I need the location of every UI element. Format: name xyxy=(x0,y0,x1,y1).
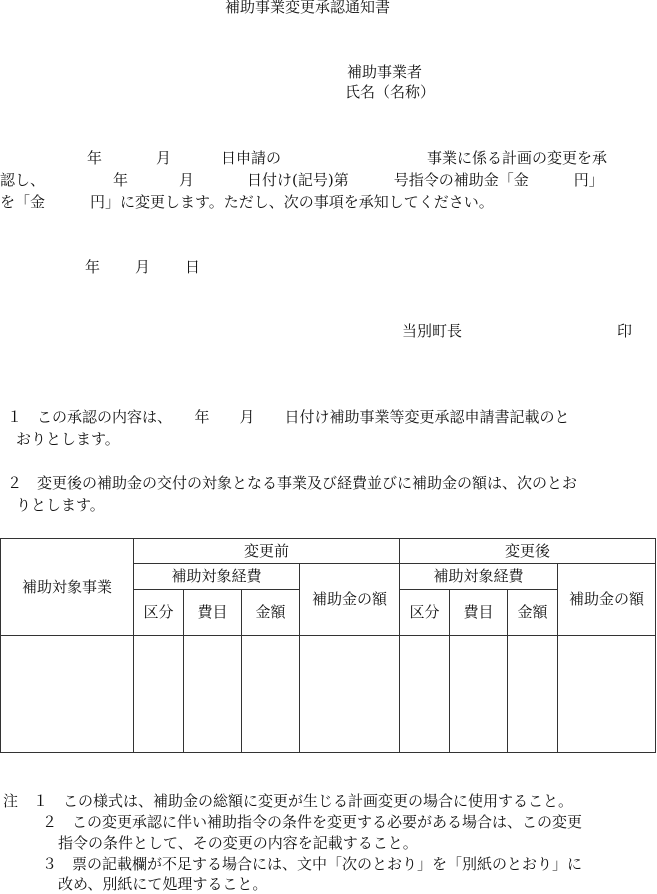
header-amount-before: 金額 xyxy=(242,590,300,636)
recipient-name-label: 氏名（名称） xyxy=(345,83,436,101)
table-cell xyxy=(134,636,184,753)
body-year-2: 年 xyxy=(113,171,129,189)
body-line-2-head: 認し、 xyxy=(0,171,46,189)
item-1-line-1: １ この承認の内容は、 年 月 日付け補助事業等変更承認申請書記載のと xyxy=(7,408,570,426)
note-3-line-2: 改め、別紙にて処理すること。 xyxy=(58,875,268,893)
note-2-line-2: 指令の条件として、その変更の内容を記載すること。 xyxy=(58,834,418,852)
header-subsidy-before: 補助金の額 xyxy=(300,564,400,636)
item-2-line-1: ２ 変更後の補助金の交付の対象となる事業及び経費並びに補助金の額は、次のとお xyxy=(7,474,578,492)
note-1: 注 １ この様式は、補助金の総額に変更が生じる計画変更の場合に使用すること。 xyxy=(3,792,574,810)
date-day: 日 xyxy=(185,258,201,276)
header-project: 補助対象事業 xyxy=(1,539,134,636)
header-before: 変更前 xyxy=(134,539,400,564)
note-3-line-1: ３ 票の記載欄が不足する場合には、文中「次のとおり」を「別紙のとおり」に xyxy=(42,855,583,873)
header-item-after: 費目 xyxy=(450,590,508,636)
header-category-after: 区分 xyxy=(400,590,450,636)
header-after: 変更後 xyxy=(400,539,656,564)
table-cell xyxy=(400,636,450,753)
table-cell xyxy=(184,636,242,753)
body-month-1: 月 xyxy=(156,149,172,167)
note-2-line-1: ２ この変更承認に伴い補助指令の条件を変更する必要がある場合は、この変更 xyxy=(42,813,583,831)
header-category-before: 区分 xyxy=(134,590,184,636)
item-2-line-2: りとします。 xyxy=(16,496,105,514)
header-subsidy-after: 補助金の額 xyxy=(558,564,656,636)
header-expenses-before: 補助対象経費 xyxy=(134,564,300,590)
table-cell xyxy=(558,636,656,753)
body-day-applied: 日申請の xyxy=(221,149,282,167)
table-cell xyxy=(1,636,134,753)
subsidy-table xyxy=(0,538,656,753)
body-year-1: 年 xyxy=(87,149,103,167)
body-month-2: 月 xyxy=(179,171,195,189)
document-title: 補助事業変更承認通知書 xyxy=(225,0,391,16)
table-cell xyxy=(300,636,400,753)
date-month: 月 xyxy=(135,258,151,276)
date-year: 年 xyxy=(85,258,101,276)
body-line-3: を「金 円」に変更します。ただし、次の事項を承知してください。 xyxy=(0,193,494,211)
table-cell xyxy=(450,636,508,753)
table-cell xyxy=(508,636,558,753)
issuer-name: 当別町長 xyxy=(402,322,463,340)
table-row xyxy=(1,636,656,753)
seal-mark: 印 xyxy=(617,322,633,340)
recipient-label: 補助事業者 xyxy=(347,63,423,81)
header-expenses-after: 補助対象経費 xyxy=(400,564,558,590)
header-amount-after: 金額 xyxy=(508,590,558,636)
body-line-2-tail: 日付け(記号)第 号指令の補助金「金 円」 xyxy=(247,171,604,189)
item-1-line-2: おりとします。 xyxy=(16,430,120,448)
header-item-before: 費目 xyxy=(184,590,242,636)
body-line-1-tail: 事業に係る計画の変更を承 xyxy=(427,149,608,167)
table-cell xyxy=(242,636,300,753)
